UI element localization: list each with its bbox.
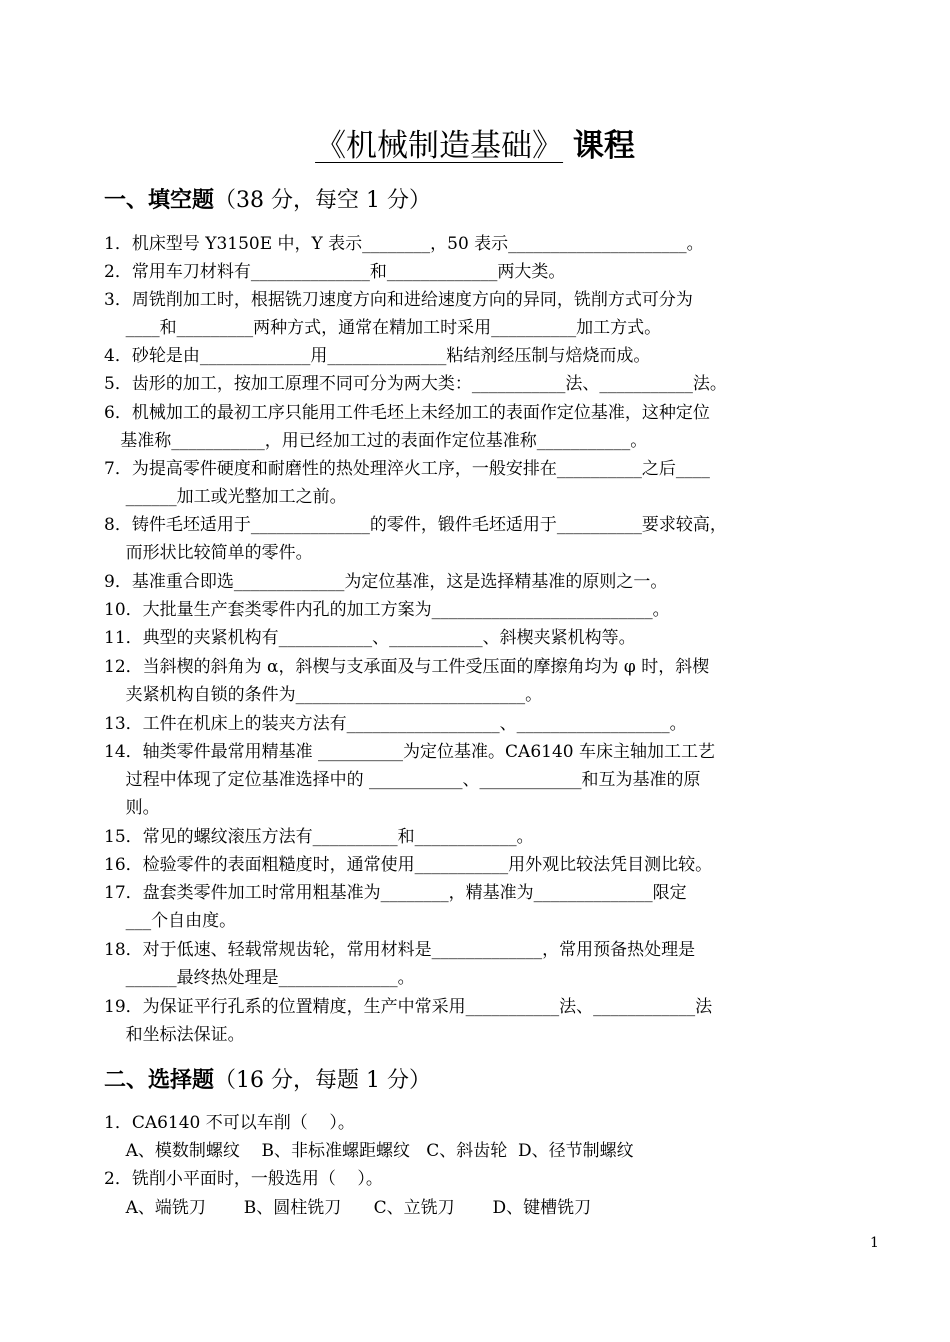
question-line: 1．机床型号 Y3150E 中，Y 表示________，50 表示_____________________。	[104, 234, 704, 254]
question-line: 2．常用车刀材料有______________和_____________两大类。	[104, 262, 566, 282]
section-score-note: （16 分，每题 1 分）	[214, 1068, 431, 1093]
question-line: 9．基准重合即选_____________为定位基准，这是选择精基准的原则之一。	[104, 572, 668, 592]
question-line: 10．大批量生产套类零件内孔的加工方案为__________________________。	[104, 600, 670, 620]
section-title: 二、选择题	[104, 1068, 215, 1093]
question-line: 则。	[104, 798, 160, 818]
question-line: 12．当斜楔的斜角为 α，斜楔与支承面及与工件受压面的摩擦角均为 φ 时，斜楔	[104, 657, 710, 677]
question-line: 13．工件在机床上的装夹方法有__________________、__________________。	[104, 714, 687, 734]
options-line: A、模数制螺纹 B、非标准螺距螺纹 C、斜齿轮 D、径节制螺纹	[104, 1141, 634, 1161]
question-line: 15．常见的螺纹滚压方法有__________和____________。	[104, 827, 534, 847]
section-title: 一、填空题	[104, 188, 215, 213]
question-line: ______加工或光整加工之前。	[104, 487, 347, 507]
section-score-note: （38 分，每空 1 分）	[214, 188, 431, 213]
question-line: 16．检验零件的表面粗糙度时，通常使用___________用外观比较法凭目测比较。	[104, 855, 713, 875]
question-line: 6．机械加工的最初工序只能用工件毛坯上未经加工的表面作定位基准，这种定位	[104, 403, 710, 423]
course-name: 《机械制造基础》	[315, 128, 564, 164]
question-line: 夹紧机构自锁的条件为___________________________。	[104, 685, 543, 705]
options-line: A、端铣刀 B、圆柱铣刀 C、立铣刀 D、键槽铣刀	[104, 1198, 592, 1218]
section-fill-blank-heading	[104, 186, 431, 216]
question-line: 而形状比较简单的零件。	[104, 543, 313, 563]
question-line: 7．为提高零件硬度和耐磨性的热处理淬火工序，一般安排在__________之后____	[104, 459, 710, 479]
question-line: 5．齿形的加工，按加工原理不同可分为两大类：___________法、___________法。	[104, 374, 727, 394]
question-line: ____和_________两种方式，通常在精加工时采用__________加工方式。	[104, 318, 662, 338]
course-suffix: 课程	[572, 128, 635, 164]
question-line: 14．轴类零件最常用精基准 __________为定位基准。CA6140 车床主轴加工工艺	[104, 742, 715, 762]
question-line: 8．铸件毛坯适用于______________的零件，锻件毛坯适用于__________要求较高，	[104, 515, 727, 535]
document-title	[0, 126, 950, 166]
question-line: 4．砂轮是由_____________用______________粘结剂经压制与焙烧而成。	[104, 346, 651, 366]
question-line: ___个自由度。	[104, 911, 237, 931]
page-number: 1	[870, 1235, 879, 1251]
question-line: ______最终热处理是______________。	[104, 968, 415, 988]
question-line: 和坐标法保证。	[104, 1025, 245, 1045]
section-choice-heading	[104, 1066, 431, 1096]
question-line: 2．铣削小平面时，一般选用（ ）。	[104, 1169, 383, 1189]
question-line: 1．CA6140 不可以车削（ ）。	[104, 1113, 355, 1133]
question-line: 19．为保证平行孔系的位置精度，生产中常采用___________法、____________法	[104, 997, 713, 1017]
question-line: 3．周铣削加工时，根据铣刀速度方向和进给速度方向的异同，铣削方式可分为	[104, 290, 693, 310]
question-line: 基准称___________，用已经加工过的表面作定位基准称___________。	[104, 431, 648, 451]
question-line: 17．盘套类零件加工时常用粗基准为________，精基准为______________限定	[104, 883, 687, 903]
question-line: 18．对于低速、轻载常规齿轮，常用材料是_____________，常用预备热处理是	[104, 940, 696, 960]
question-line: 过程中体现了定位基准选择中的 ___________、____________和互为基准的原	[104, 770, 701, 790]
question-line: 11．典型的夹紧机构有___________、___________、斜楔夹紧机构等。	[104, 628, 636, 648]
